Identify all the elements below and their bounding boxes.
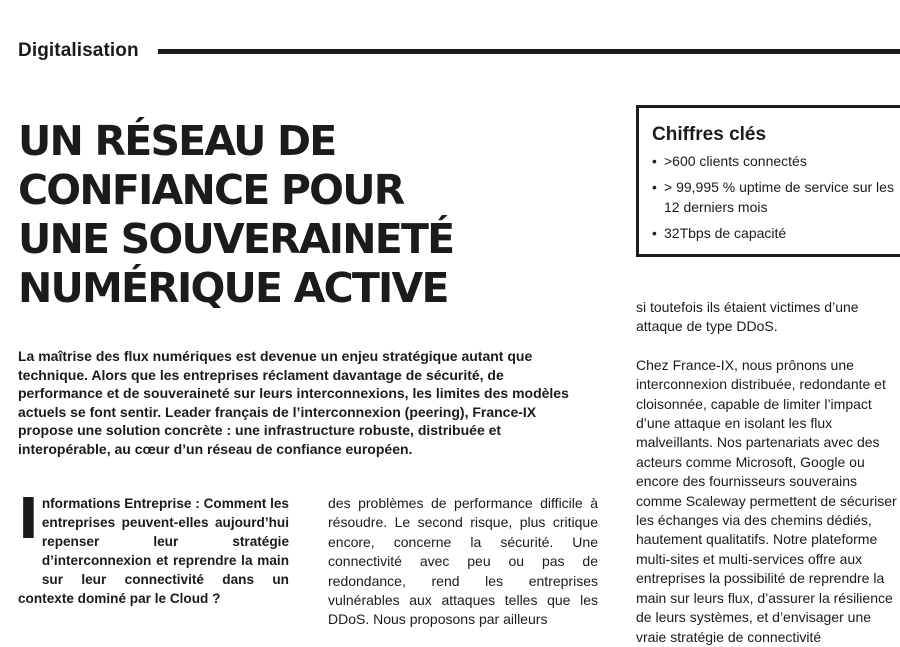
key-figures-box [636,105,900,257]
list-item [652,178,900,217]
headline-line: CONFIANCE POUR [18,166,404,214]
key-figure-text: >600 clients connectés [664,153,807,169]
question-text: nformations Entreprise : Comment les entreprises peuvent-elles aujourd’hui repenser leur stratégie d’interconnexion et reprendre la main sur leur connectivité dans un contexte dominé par le Cloud ? [18,496,289,606]
body-paragraph: si toutefois ils étaient victimes d’une attaque de type DDoS. [636,299,859,335]
headline-line: UN RÉSEAU DE [18,117,336,165]
body-column-2: des problèmes de performance difficile à résoudre. Le second risque, plus critique encore, concerne la sécurité. Une connectivité avec peu ou pas de redondance, rend les entreprises vulnérables aux attaques telles que les DDoS. Nous proposons par ailleurs [328,495,598,628]
interview-question [18,487,289,608]
bullet-icon: • [652,225,657,242]
key-figures-list [652,152,900,244]
key-figure-text: 32Tbps de capacité [664,225,787,242]
key-figures-title: Chiffres clés [652,124,767,145]
headline [18,117,538,313]
body-column-3 [636,298,900,647]
lead-paragraph: La maîtrise des flux numériques est devenue un enjeu stratégique autant que technique. Alors que les entreprises réclament davantage de sécurité, de performance et de souveraineté sur leurs interconnexions, les limites des modèles actuels se font sentir. Leader français de l’interconnexion (peering), France-IX propose une solution concrète : une infrastructure robuste, distribuée et interopérable, au cœur d’un réseau de confiance européen. [18,348,569,457]
section-label: Digitalisation [18,40,139,61]
bullet-icon: • [652,179,657,196]
headline-line: UNE SOUVERAINETÉ [18,215,454,263]
key-figure-text: > 99,995 % uptime de service sur les 12 derniers mois [664,179,894,215]
bullet-icon: • [652,153,657,169]
section-rule [158,49,900,54]
body-paragraph: Chez France-IX, nous prônons une interconnexion distribuée, redondante et cloisonnée, capable de limiter l’impact d’une attaque en isolant les flux malveillants. Nos partenariats avec des acteurs comme Microsoft, Google ou encore des fournisseurs souverains comme Scaleway permettent de sécuriser les échanges via des chemins dédiés, hautement qualitatifs. Notre plateforme multi-sites et multi-services offre aux entreprises la possibilité de reprendre la main sur leurs flux, d’assurer la résilience de leurs systèmes, et d’envisager une vraie stratégie de connectivité [636,356,897,645]
list-item [652,152,900,171]
drop-cap: I [18,487,39,552]
list-item [652,224,900,243]
headline-line: NUMÉRIQUE ACTIVE [18,264,448,312]
